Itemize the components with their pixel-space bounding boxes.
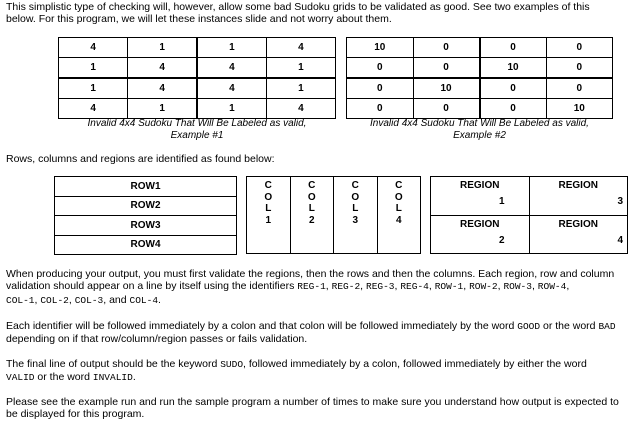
- grid-cell: 10: [480, 58, 547, 79]
- grid-cell: 4: [266, 99, 335, 119]
- regions-table: [430, 176, 628, 254]
- letter: L: [395, 203, 402, 214]
- region-cell: [431, 177, 530, 216]
- text: be displayed for this program.: [6, 408, 145, 421]
- keyword-bad: BAD: [598, 321, 616, 332]
- text: depending on if that row/column/region passes or fails validation.: [6, 333, 308, 346]
- grid-cell: 0: [546, 38, 613, 58]
- column-cell: [290, 177, 334, 254]
- grid-cell: 1: [197, 38, 266, 58]
- identifier: ROW-1: [434, 281, 464, 293]
- text: validation should appear on a line by itself using the identifiers: [6, 280, 298, 293]
- caption-line: Invalid 4x4 Sudoku That Will Be Labeled as valid,: [370, 118, 589, 129]
- region-label: REGION: [460, 180, 500, 191]
- result-words-paragraph: [6, 320, 634, 346]
- grid-cell: 1: [128, 99, 197, 119]
- region-cell: [431, 215, 530, 254]
- letter: L: [265, 203, 272, 214]
- letter: L: [308, 203, 315, 214]
- text: Each identifier will be followed immediately by a colon and that colon will be followed immediately by the word: [6, 320, 518, 332]
- letter: L: [352, 203, 359, 214]
- grid-cell: 4: [128, 58, 197, 79]
- grid-cell: 0: [413, 99, 480, 119]
- grid-cell: 0: [480, 38, 547, 58]
- letter: C: [264, 180, 272, 191]
- region-number: 1: [498, 196, 505, 207]
- region-number: 3: [617, 196, 623, 207]
- row-label: ROW4: [55, 235, 237, 255]
- letter: O: [351, 191, 360, 203]
- grid-cell: 4: [266, 38, 335, 58]
- grid-cell: 1: [197, 99, 266, 119]
- caption-line: Example #2: [453, 129, 506, 141]
- grid-cell: 4: [59, 38, 128, 58]
- grid-cell: 1: [266, 58, 335, 79]
- grid-cell: 0: [413, 58, 480, 79]
- letter: O: [264, 191, 273, 203]
- letter: O: [307, 191, 316, 203]
- example-grid-1: [58, 37, 336, 119]
- row-label: ROW3: [55, 216, 237, 236]
- grid-cell: 0: [480, 78, 547, 99]
- intro-line-1: This simplistic type of checking will, however, allow some bad Sudoku grids to be validated as good. See two examples of this: [6, 1, 590, 13]
- keyword-sudo: SUDO: [220, 359, 244, 370]
- grid-cell: 0: [347, 58, 414, 79]
- identifier: REG-2: [331, 281, 361, 293]
- rows-table: [54, 176, 237, 255]
- example-1-caption: [58, 118, 336, 141]
- region-cell: [529, 177, 628, 216]
- grid-cell: 1: [128, 38, 197, 58]
- identified-heading: Rows, columns and regions are identified as found below:: [6, 153, 275, 165]
- keyword-good: GOOD: [517, 321, 541, 332]
- grid-cell: 0: [347, 99, 414, 119]
- grid-cell: 0: [413, 38, 480, 58]
- row-label: ROW2: [55, 196, 237, 216]
- grid-cell: 10: [546, 99, 613, 119]
- letter: 2: [308, 214, 315, 226]
- identifier: COL-1: [6, 294, 35, 306]
- column-label: [264, 180, 272, 226]
- letter: C: [395, 180, 403, 191]
- text: or the word: [34, 371, 93, 384]
- text: The final line of output should be the keyword: [6, 358, 221, 370]
- identifier: ROW-3: [503, 281, 532, 293]
- caption-line: Invalid 4x4 Sudoku That Will Be Labeled as valid,: [87, 118, 307, 129]
- intro-line-2: below. For this program, we will let these instances slide and not worry about them.: [6, 13, 392, 26]
- letter: 1: [265, 214, 272, 226]
- text: or the word: [540, 320, 599, 332]
- text: When producing your output, you must first validate the regions, then the rows and then the columns. Each region, row and column: [6, 268, 615, 280]
- region-cell: [529, 215, 628, 254]
- intro-paragraph: [6, 1, 634, 26]
- grid-cell: 1: [59, 58, 128, 79]
- columns-table: [246, 176, 421, 254]
- column-label: [351, 180, 359, 226]
- column-cell: [334, 177, 378, 254]
- grid-cell: 4: [197, 58, 266, 79]
- identifier: REG-3: [366, 281, 395, 293]
- identifier: COL-2: [40, 294, 69, 306]
- letter: C: [351, 180, 359, 191]
- final-line-paragraph: The final line of output should be the keyword SUDO, followed immediately by a colon, followed immediately by either the word VALID or the word INVALID.: [6, 358, 587, 384]
- grid-cell: 0: [480, 99, 547, 119]
- row-label: ROW1: [55, 177, 237, 197]
- identifier: ROW-4: [537, 281, 567, 293]
- example-grid-2: [346, 37, 613, 119]
- grid-cell: 1: [59, 78, 128, 99]
- grid-cell: 10: [347, 38, 414, 58]
- text: , followed immediately by a colon, followed immediately by either the word: [243, 358, 587, 370]
- grid-cell: 0: [546, 58, 613, 79]
- grid-cell: 4: [59, 99, 128, 119]
- text: and: [109, 293, 127, 306]
- column-label: [395, 180, 403, 226]
- identifier: ROW-2: [469, 281, 498, 293]
- grid-cell: 0: [347, 78, 414, 99]
- region-number: 4: [617, 234, 623, 246]
- caption-line: Example #1: [170, 129, 224, 141]
- identifier: REG-4: [400, 281, 429, 293]
- column-cell: [247, 177, 291, 254]
- region-label: REGION: [558, 180, 598, 191]
- closing-paragraph: [6, 396, 634, 421]
- region-number: 2: [498, 234, 505, 246]
- text: Please see the example run and run the sample program a number of times to make sure you understand how output is expected to: [6, 396, 619, 408]
- keyword-valid: VALID: [6, 372, 35, 384]
- region-label: REGION: [558, 218, 598, 230]
- identifier: COL-3: [74, 294, 104, 306]
- example-2-caption: [346, 118, 613, 141]
- grid-cell: 4: [128, 78, 197, 99]
- column-label: [308, 180, 316, 226]
- letter: 3: [352, 214, 359, 226]
- grid-cell: 1: [266, 78, 335, 99]
- region-label: REGION: [460, 218, 500, 230]
- letter: C: [308, 180, 316, 191]
- grid-cell: 10: [413, 78, 480, 99]
- keyword-invalid: INVALID: [92, 372, 133, 384]
- identifier: COL-4: [129, 294, 159, 306]
- letter: O: [394, 191, 403, 203]
- grid-cell: 4: [197, 78, 266, 99]
- identifier: REG-1: [297, 281, 326, 293]
- identifiers-paragraph: When producing your output, you must first validate the regions, then the rows and then the columns. Each region, row and column validation should appear on a line by itself using the identifiers REG-1, REG-2, REG-3, REG-4, ROW-1, ROW-2, ROW-3, ROW-4, COL-1, COL-2, COL-3, and COL-4.: [6, 268, 615, 306]
- column-cell: [377, 177, 421, 254]
- grid-cell: 0: [546, 78, 613, 99]
- letter: 4: [395, 214, 402, 226]
